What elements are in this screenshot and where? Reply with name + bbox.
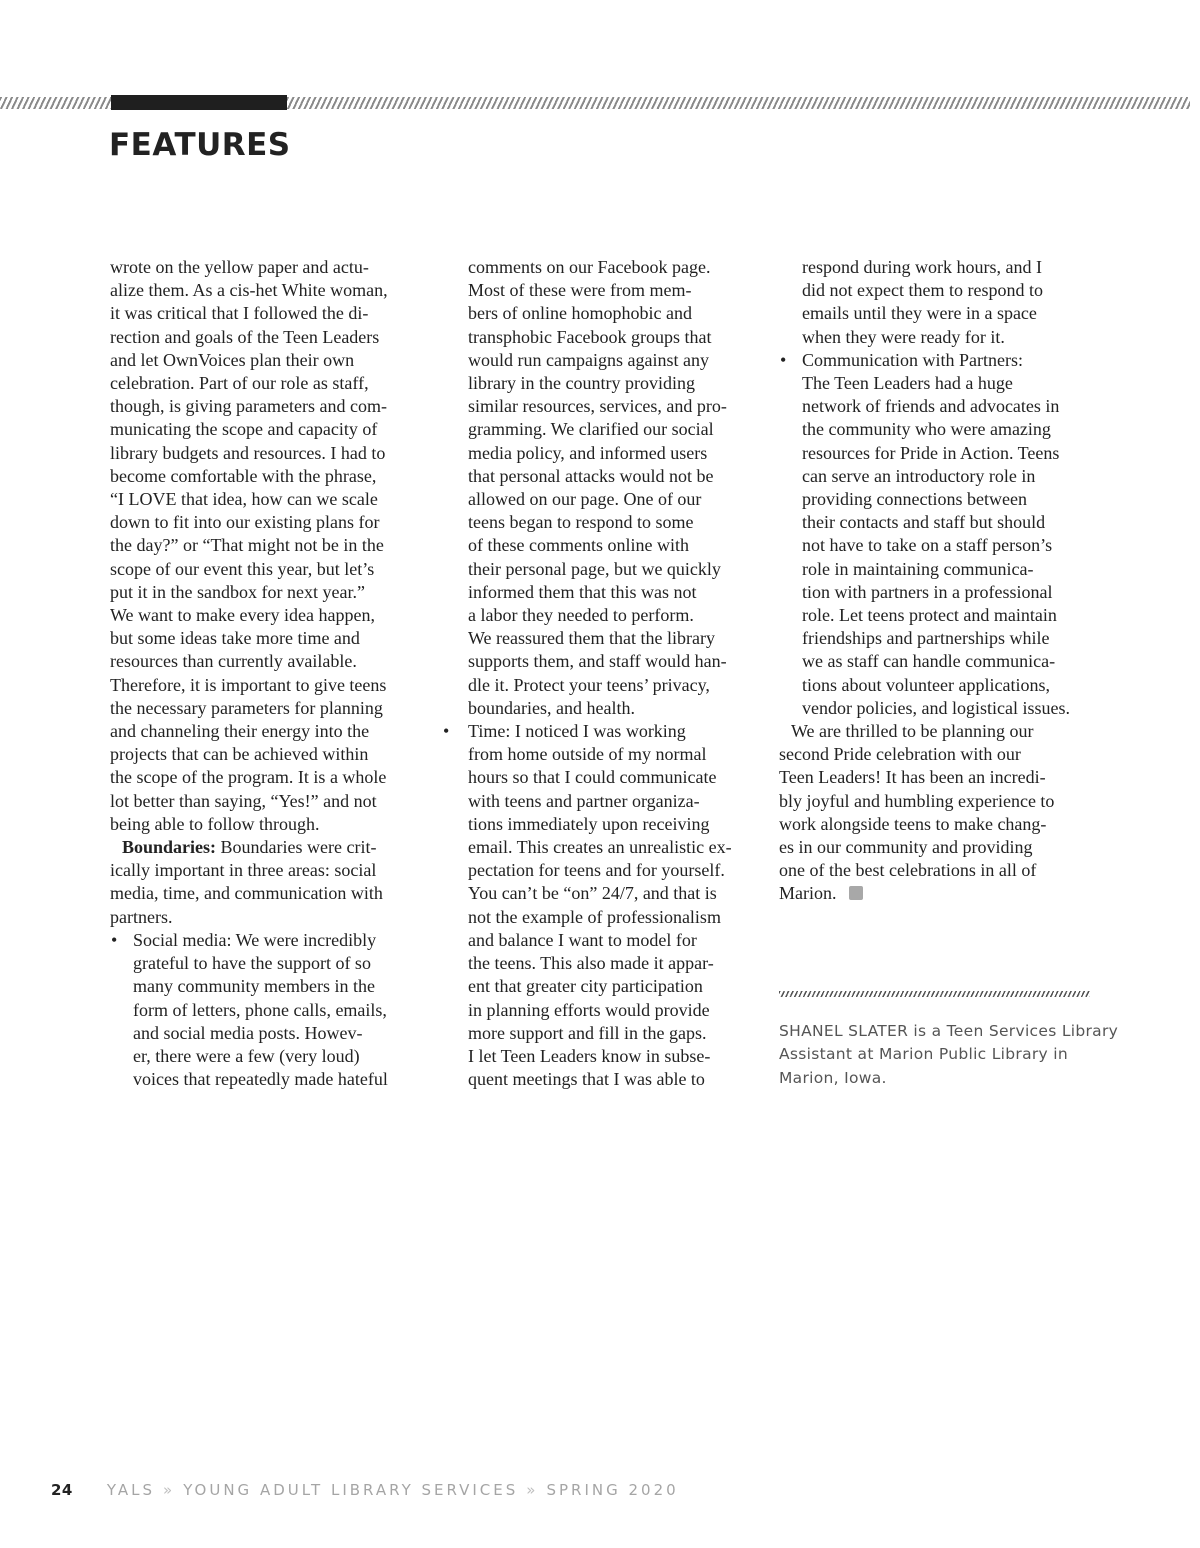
text-line: gramming. We clarified our social (468, 419, 714, 440)
text-line: and balance I want to model for (468, 929, 697, 950)
text-line: respond during work hours, and I (802, 257, 1042, 277)
text-line: resources for Pride in Action. Teens (802, 442, 1060, 463)
text-line: ically important in three areas: social (110, 860, 377, 881)
bullet-icon: • (111, 929, 118, 950)
text-line: the scope of the program. It is a whole (110, 767, 387, 788)
text-line: can serve an introductory role in (802, 465, 1036, 486)
text-line: ent that greater city participation (468, 976, 703, 997)
paragraph-yellow-paper (110, 256, 432, 836)
text-line: teens began to respond to some (468, 512, 694, 533)
text-line: We are thrilled to be planning our (791, 721, 1034, 742)
text-line: not have to take on a staff person’s (802, 535, 1053, 556)
text-line: similar resources, services, and pro- (468, 396, 727, 417)
text-line (110, 836, 432, 859)
text-line: role in maintaining communica- (802, 558, 1034, 579)
bullet-icon: • (780, 349, 787, 370)
text-line: their personal page, but we quickly (468, 558, 721, 579)
text-line: with teens and partner organiza- (468, 790, 700, 811)
article-column-1 (110, 256, 432, 1091)
text-line: the community who were amazing (802, 419, 1051, 440)
text-line: second Pride celebration with our (779, 744, 1021, 765)
text-line: we as staff can handle communica- (802, 651, 1056, 672)
text-line: work alongside teens to make chang- (779, 813, 1047, 834)
text-line: municating the scope and capacity of (110, 419, 378, 440)
text-line: supports them, and staff would han- (468, 651, 727, 672)
text-line: tion with partners in a professional (802, 581, 1053, 602)
text-line: scope of our event this year, but let’s (110, 558, 375, 579)
text-line: one of the best celebrations in all of (779, 860, 1037, 881)
text-line: We reassured them that the library (468, 628, 715, 649)
text-line: that personal attacks would not be (468, 465, 714, 486)
text-line: more support and fill in the gaps. (468, 1022, 707, 1043)
text-line: friendships and partnerships while (802, 628, 1050, 649)
text-line: put it in the sandbox for next year.” (110, 581, 365, 602)
text-line: projects that can be achieved within (110, 744, 369, 765)
text-line: form of letters, phone calls, emails, (133, 999, 387, 1020)
text-line: from home outside of my normal (468, 744, 707, 765)
text-line: though, is giving parameters and com- (110, 396, 387, 417)
bio-divider-hatch (779, 991, 1090, 997)
bullet-communication-partners (779, 349, 1095, 720)
text-line: role. Let teens protect and maintain (802, 605, 1057, 626)
text-line: would run campaigns against any (468, 349, 709, 370)
boundaries-text: Boundaries were crit- (216, 837, 377, 858)
paragraph-facebook (468, 256, 760, 720)
text-line: alize them. As a cis-het White woman, (110, 280, 388, 301)
text-line: Therefore, it is important to give teens (110, 674, 387, 695)
bullet-icon: • (443, 721, 450, 742)
text-line: “I LOVE that idea, how can we scale (110, 489, 378, 510)
paragraph-boundaries (110, 836, 432, 929)
text-line: when they were ready for it. (802, 326, 1005, 347)
text-line: not the example of professionalism (468, 906, 721, 927)
text-line: it was critical that I followed the di- (110, 303, 369, 324)
text-line: Social media: We were incredibly (133, 929, 377, 950)
bullet-time (443, 720, 760, 1091)
page-footer (51, 1481, 679, 1499)
text-line: voices that repeatedly made hateful (133, 1069, 388, 1090)
text-line: the teens. This also made it appar- (468, 953, 714, 974)
text-line: comments on our Facebook page. (468, 257, 711, 277)
text-line: of these comments online with (468, 535, 689, 556)
article-column-3 (779, 256, 1095, 906)
page-number: 24 (51, 1481, 73, 1499)
text-line: did not expect them to respond to (802, 280, 1043, 301)
text-line: library in the country providing (468, 373, 695, 394)
bullet-social-media (110, 929, 432, 1091)
text-line: and let OwnVoices plan their own (110, 349, 355, 370)
text-line: bers of online homophobic and (468, 303, 692, 324)
text-line: and channeling their energy into the (110, 721, 370, 742)
text-line: tions about volunteer applications, (802, 674, 1050, 695)
text-line: but some ideas take more time and (110, 628, 360, 649)
text-line: grateful to have the support of so (133, 953, 371, 974)
text-line: rection and goals of the Teen Leaders (110, 326, 380, 347)
text-line: and social media posts. Howev- (133, 1022, 363, 1043)
text-line: The Teen Leaders had a huge (802, 373, 1013, 394)
text-line: network of friends and advocates in (802, 396, 1060, 417)
author-bio (779, 1020, 1119, 1090)
text-line: become comfortable with the phrase, (110, 465, 377, 486)
text-line: media policy, and informed users (468, 442, 708, 463)
footer-separator-icon: » (526, 1481, 539, 1499)
text-line: a labor they needed to perform. (468, 605, 694, 626)
section-title: FEATURES (109, 127, 291, 163)
text-line: quent meetings that I was able to (468, 1069, 705, 1090)
text-line: allowed on our page. One of our (468, 489, 702, 510)
text-line: media, time, and communication with (110, 883, 383, 904)
end-of-article-icon (849, 886, 863, 900)
text-line: lot better than saying, “Yes!” and not (110, 790, 377, 811)
text-line: I let Teen Leaders know in subse- (468, 1045, 711, 1066)
text-line: vendor policies, and logistical issues. (802, 697, 1070, 718)
text-line: their contacts and staff but should (802, 512, 1046, 533)
text-line: tions immediately upon receiving (468, 813, 710, 834)
text-line: Teen Leaders! It has been an incredi- (779, 767, 1046, 788)
text-line: transphobic Facebook groups that (468, 326, 712, 347)
text-line: email. This creates an unrealistic ex- (468, 837, 732, 858)
text-line: the day?” or “That might not be in the (110, 535, 384, 556)
text-line: library budgets and resources. I had to (110, 442, 386, 463)
text-line: Most of these were from mem- (468, 280, 692, 301)
text-line: pectation for teens and for yourself. (468, 860, 725, 881)
text-line: Communication with Partners: (802, 349, 1023, 370)
bio-line: SHANEL SLATER is a Teen Services Library (779, 1022, 1119, 1040)
text-line: es in our community and providing (779, 837, 1033, 858)
text-line: informed them that this was not (468, 581, 697, 602)
text-line: emails until they were in a space (802, 303, 1037, 324)
boundaries-heading: Boundaries: (122, 837, 217, 858)
footer-publication-full: YOUNG ADULT LIBRARY SERVICES (183, 1481, 519, 1499)
text-line: in planning efforts would provide (468, 999, 710, 1020)
text-line: celebration. Part of our role as staff, (110, 373, 369, 394)
text-line: being able to follow through. (110, 813, 320, 834)
paragraph-time-continued (779, 256, 1095, 349)
text-line: dle it. Protect your teens’ privacy, (468, 674, 710, 695)
text-line: er, there were a few (very loud) (133, 1045, 360, 1066)
closing-last-word: Marion. (779, 883, 837, 904)
bio-line: Marion, Iowa. (779, 1068, 887, 1087)
bio-line: Assistant at Marion Public Library in (779, 1045, 1068, 1064)
article-column-2 (443, 256, 760, 1091)
footer-publication-short: YALS (106, 1481, 156, 1499)
text-line: providing connections between (802, 489, 1027, 510)
footer-issue: SPRING 2020 (546, 1481, 679, 1499)
header-accent-bar (111, 95, 287, 110)
text-line (779, 882, 1095, 905)
paragraph-closing (779, 720, 1095, 906)
text-line: You can’t be “on” 24/7, and that is (468, 883, 717, 904)
text-line: partners. (110, 906, 173, 927)
text-line: boundaries, and health. (468, 697, 635, 718)
text-line: many community members in the (133, 976, 375, 997)
footer-separator-icon: » (163, 1481, 176, 1499)
text-line: the necessary parameters for planning (110, 697, 383, 718)
text-line: Time: I noticed I was working (468, 721, 686, 742)
text-line: wrote on the yellow paper and actu- (110, 257, 369, 277)
text-line: resources than currently available. (110, 651, 357, 672)
text-line: hours so that I could communicate (468, 767, 717, 788)
text-line: down to fit into our existing plans for (110, 512, 380, 533)
text-line: bly joyful and humbling experience to (779, 790, 1055, 811)
text-line: We want to make every idea happen, (110, 605, 375, 626)
